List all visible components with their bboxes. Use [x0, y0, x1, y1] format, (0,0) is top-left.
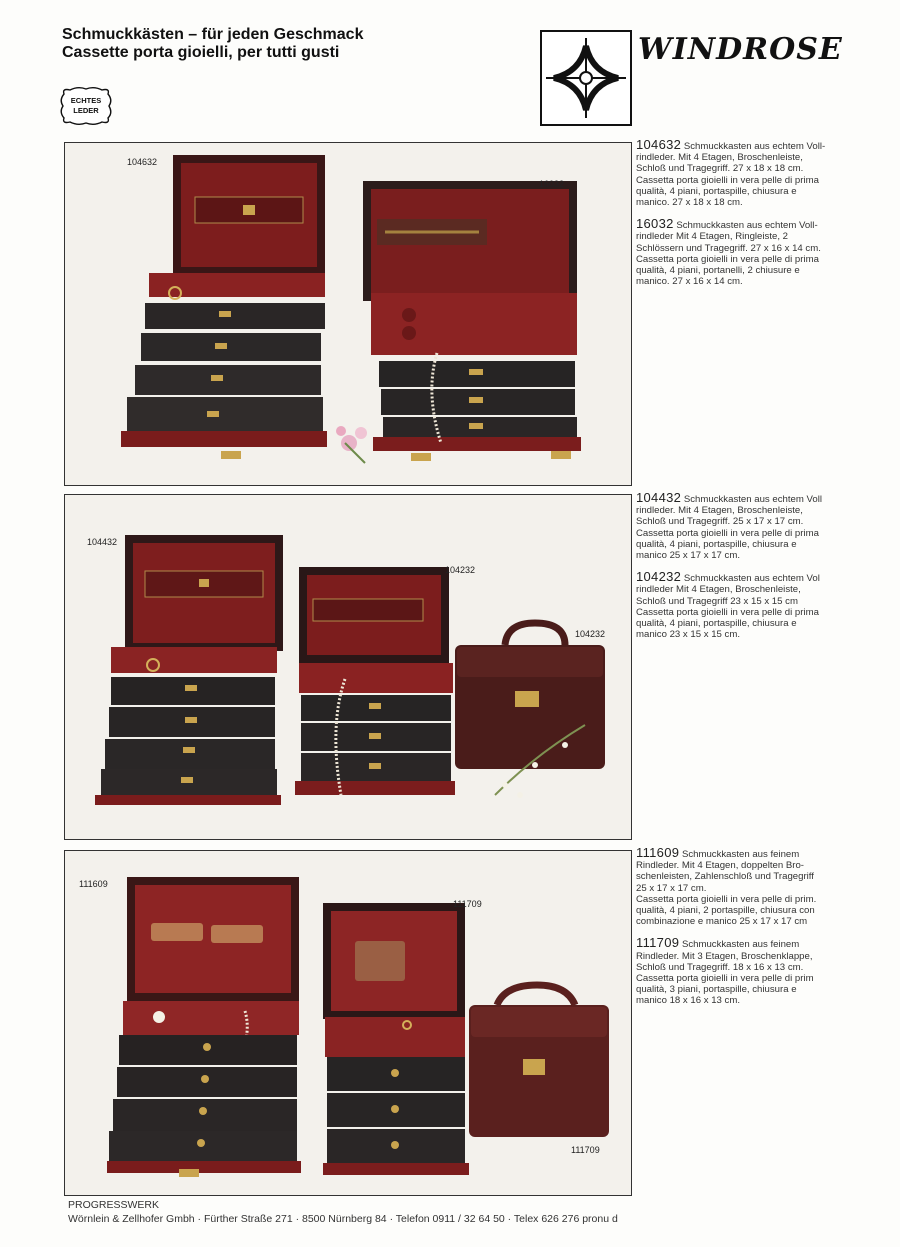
jewel-box-111709-closed-image — [469, 985, 609, 1137]
desc-line: manico 25 x 17 x 17 cm. — [636, 550, 740, 562]
jewel-box-111609-image — [107, 877, 301, 1177]
desc-line: combinazione e manico 25 x 17 x 17 cm — [636, 916, 808, 928]
product-code: 111709 — [636, 935, 680, 951]
windrose-logo — [540, 30, 870, 126]
title-italian: Cassette porta gioielli, per tutti gusti — [62, 44, 340, 61]
product-description — [636, 847, 872, 927]
desc-line: rindleder Mit 4 Etagen, Ringleiste, 2 — [636, 231, 788, 243]
compass-rose-icon — [540, 30, 632, 126]
genuine-leather-badge-icon — [58, 86, 114, 126]
product-code: 16032 — [636, 216, 674, 232]
product-description — [636, 492, 872, 561]
desc-line: qualità, 3 piani, portaspille, chiusura e — [636, 984, 797, 996]
description-column-1 — [636, 139, 872, 297]
desc-line: 25 x 17 x 17 cm. — [636, 882, 707, 894]
product-label: 111709 — [453, 899, 482, 909]
desc-line: Rindleder. Mit 3 Etagen, Broschenklappe, — [636, 950, 813, 962]
footer — [68, 1198, 618, 1226]
product-label: 104232 — [445, 565, 476, 575]
product-description — [636, 571, 872, 640]
desc-line: qualità, 4 piani, portaspille, chiusura e — [636, 538, 797, 550]
desc-line: Schmuckkasten aus echtem Voll- — [683, 141, 826, 152]
desc-line: Cassetta porta gioielli in vera pelle di prima — [636, 253, 819, 265]
product-label: 111609 — [79, 879, 108, 889]
product-label: 104432 — [87, 537, 118, 547]
desc-line: qualità, 4 piani, portanelli, 2 chiusure e — [636, 265, 800, 277]
desc-line: Schloß und Tragegriff. 25 x 17 x 17 cm. — [636, 516, 804, 528]
desc-line: Schmuckkasten aus echtem Voll- — [676, 220, 818, 232]
desc-line: Schmuckkasten aus echtem Voll — [683, 494, 822, 505]
desc-line: rindleder Mit 4 Etagen, Broschenleiste, — [636, 584, 801, 596]
desc-line: Schmuckkasten aus echtem Vol — [683, 573, 820, 585]
product-description — [636, 139, 872, 208]
product-label: 104232 — [575, 629, 606, 639]
product-label: 16032 — [539, 179, 565, 189]
desc-line: manico 18 x 16 x 13 cm. — [636, 995, 740, 1007]
desc-line: Cassetta porta gioielli in vera pelle di prima — [636, 174, 819, 186]
product-code: 111609 — [636, 845, 680, 860]
page-title — [62, 26, 363, 62]
desc-line: Schloß und Tragegriff 23 x 15 x 15 cm — [636, 595, 798, 607]
desc-line: Rindleder. Mit 4 Etagen, doppelten Bro- — [636, 860, 804, 872]
desc-line: manico 23 x 15 x 15 cm. — [636, 629, 740, 641]
product-code: 104632 — [636, 137, 682, 152]
product-description — [636, 937, 872, 1006]
brand-wordmark: WINDROSE — [638, 32, 843, 67]
desc-line: Cassetta porta gioielli in vera pelle di prima — [636, 527, 819, 539]
desc-line: Cassetta porta gioielli in vera pelle di prim — [636, 973, 814, 985]
jewel-box-104232-open-image — [295, 567, 455, 795]
desc-line: Cassetta porta gioielli in vera pelle di prim. — [636, 893, 817, 905]
product-photo-3 — [64, 850, 632, 1196]
product-photo-1 — [64, 142, 632, 486]
company-name: PROGRESSWERK — [68, 1199, 160, 1211]
desc-line: Schloß und Tragegriff. 18 x 16 x 13 cm. — [636, 961, 804, 973]
desc-line: qualità, 4 piani, 2 portaspille, chiusura con — [636, 905, 815, 917]
title-german: Schmuckkästen – für jeden Geschmack — [62, 26, 364, 43]
desc-line: Cassetta porta gioielli in vera pelle di prima — [636, 606, 819, 618]
desc-line: Schloß und Tragegriff. 27 x 18 x 18 cm. — [636, 163, 804, 175]
desc-line: manico. 27 x 18 x 18 cm. — [636, 197, 743, 209]
desc-line: schenleisten, Zahlenschloß und Tragegriff — [636, 871, 814, 883]
jewel-box-16032-image — [363, 181, 581, 461]
product-photo-2 — [64, 494, 632, 840]
product-description — [636, 218, 872, 287]
jewel-box-111709-open-image — [323, 903, 469, 1175]
product-label: 104632 — [127, 157, 158, 167]
company-address: Wörnlein & Zellhofer Gmbh · Fürther Straße 271 · 8500 Nürnberg 84 · Telefon 0911 / 32 64 50 · Telex 626 276 pronu d — [68, 1213, 618, 1225]
product-label: 111709 — [571, 1145, 600, 1155]
badge-line-2: LEDER — [73, 106, 99, 115]
desc-line: Schlössern und Tragegriff. 27 x 16 x 14 cm. — [636, 242, 821, 254]
product-code: 104432 — [636, 490, 682, 505]
badge-line-1: ECHTES — [70, 96, 102, 105]
desc-line: rindleder. Mit 4 Etagen, Broschenleiste, — [636, 505, 803, 517]
product-code: 104232 — [636, 569, 682, 585]
desc-line: manico. 27 x 16 x 14 cm. — [636, 276, 743, 288]
desc-line: Schmuckkasten aus feinem — [681, 849, 800, 860]
description-column-2 — [636, 492, 872, 650]
desc-line: qualità, 4 piani, portaspille, chiusura e — [636, 185, 797, 197]
desc-line: Schmuckkasten aus feinem — [681, 939, 800, 951]
desc-line: rindleder. Mit 4 Etagen, Broschenleiste, — [636, 152, 803, 164]
description-column-3 — [636, 847, 872, 1017]
desc-line: qualità, 4 piani, portaspille, chiusura e — [636, 618, 797, 630]
